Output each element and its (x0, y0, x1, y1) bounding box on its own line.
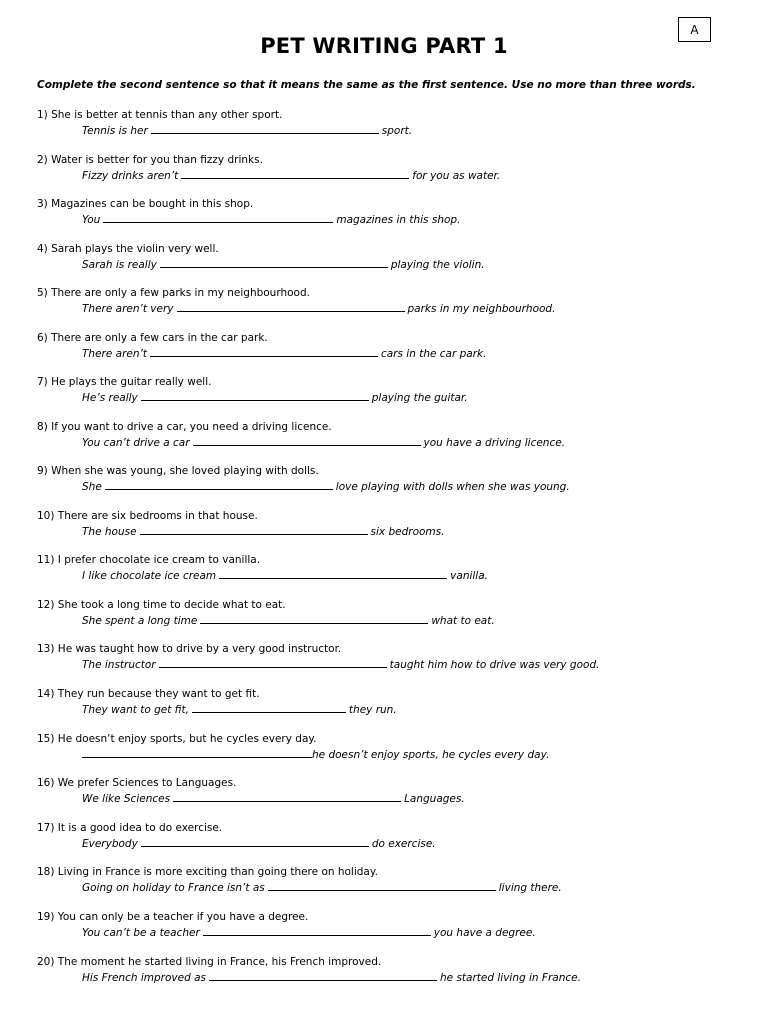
exercise-item (37, 153, 737, 183)
rewrite-end: cars in the car park. (380, 348, 487, 360)
answer-blank[interactable] (268, 880, 496, 891)
rewrite-end: you have a driving licence. (423, 437, 566, 449)
answer-blank[interactable] (181, 168, 409, 179)
rewrite-end: you have a degree. (433, 927, 536, 939)
answer-blank[interactable] (141, 390, 369, 401)
original-sentence: 6) There are only a few cars in the car park. (37, 332, 268, 344)
answer-blank[interactable] (177, 301, 405, 312)
rewrite-sentence (82, 212, 737, 227)
exercise-item (37, 242, 737, 272)
rewrite-sentence (82, 791, 737, 806)
original-sentence: 8) If you want to drive a car, you need a driving licence. (37, 421, 332, 433)
rewrite-start: Going on holiday to France isn’t as (82, 882, 265, 894)
rewrite-start: You (82, 214, 101, 226)
exercise-item (37, 286, 737, 316)
answer-blank[interactable] (159, 657, 387, 668)
rewrite-sentence (82, 568, 737, 583)
rewrite-sentence (82, 435, 737, 450)
rewrite-end: taught him how to drive was very good. (389, 659, 600, 671)
answer-blank[interactable] (200, 613, 428, 624)
exercise-item (37, 553, 737, 583)
rewrite-end: magazines in this shop. (336, 214, 461, 226)
rewrite-end: vanilla. (450, 570, 488, 582)
rewrite-end: playing the violin. (390, 259, 485, 271)
rewrite-end: playing the guitar. (371, 392, 468, 404)
rewrite-end: for you as water. (412, 170, 501, 182)
rewrite-end: parks in my neighbourhood. (407, 303, 556, 315)
exercise-item (37, 464, 737, 494)
exercise-item (37, 375, 737, 405)
answer-blank[interactable] (103, 212, 333, 223)
exercise-item (37, 108, 737, 138)
rewrite-sentence (82, 747, 737, 762)
rewrite-start: You can’t drive a car (82, 437, 190, 449)
rewrite-end: do exercise. (371, 838, 436, 850)
rewrite-start: There aren’t (82, 348, 147, 360)
rewrite-start: You can’t be a teacher (82, 927, 200, 939)
rewrite-end: six bedrooms. (370, 526, 445, 538)
rewrite-end: they run. (348, 704, 397, 716)
original-sentence: 20) The moment he started living in France, his French improved. (37, 956, 382, 968)
exercise-item (37, 821, 737, 851)
answer-blank[interactable] (219, 568, 447, 579)
rewrite-start: Sarah is really (82, 259, 157, 271)
rewrite-end: living there. (498, 882, 562, 894)
original-sentence: 3) Magazines can be bought in this shop. (37, 198, 254, 210)
rewrite-sentence (82, 257, 737, 272)
original-sentence: 1) She is better at tennis than any other sport. (37, 109, 283, 121)
rewrite-start: She spent a long time (82, 615, 198, 627)
rewrite-sentence (82, 524, 737, 539)
original-sentence: 5) There are only a few parks in my neighbourhood. (37, 287, 310, 299)
page-title: PET WRITING PART 1 (260, 34, 508, 58)
rewrite-sentence (82, 168, 737, 183)
rewrite-sentence (82, 390, 737, 405)
original-sentence: 11) I prefer chocolate ice cream to vanilla. (37, 554, 261, 566)
rewrite-end: love playing with dolls when she was young. (335, 481, 570, 493)
answer-blank[interactable] (160, 257, 388, 268)
exercise-item (37, 910, 737, 940)
original-sentence: 2) Water is better for you than fizzy drinks. (37, 154, 263, 166)
rewrite-sentence (82, 123, 737, 138)
rewrite-sentence (82, 880, 737, 895)
exercise-item (37, 420, 737, 450)
answer-blank[interactable] (141, 836, 369, 847)
exercise-item (37, 642, 737, 672)
exercise-item (37, 598, 737, 628)
answer-blank[interactable] (203, 925, 431, 936)
rewrite-end: what to eat. (431, 615, 495, 627)
answer-blank[interactable] (105, 479, 333, 490)
rewrite-start: There aren’t very (82, 303, 174, 315)
rewrite-sentence (82, 657, 737, 672)
rewrite-end: he doesn’t enjoy sports, he cycles every day. (312, 749, 550, 761)
exercise-item (37, 955, 737, 985)
rewrite-start: I like chocolate ice cream (82, 570, 217, 582)
original-sentence: 10) There are six bedrooms in that house. (37, 510, 258, 522)
rewrite-start: He’s really (82, 392, 138, 404)
original-sentence: 14) They run because they want to get fit. (37, 688, 260, 700)
exercise-item (37, 331, 737, 361)
rewrite-start: The instructor (82, 659, 156, 671)
answer-blank[interactable] (192, 702, 346, 713)
rewrite-sentence (82, 925, 737, 940)
rewrite-end: Languages. (404, 793, 465, 805)
rewrite-sentence (82, 479, 737, 494)
exercise-item (37, 732, 737, 762)
original-sentence: 17) It is a good idea to do exercise. (37, 822, 223, 834)
answer-blank[interactable] (193, 435, 421, 446)
exercise-item (37, 865, 737, 895)
rewrite-start: They want to get fit, (82, 704, 189, 716)
original-sentence: 18) Living in France is more exciting than going there on holiday. (37, 866, 378, 878)
rewrite-end: sport. (381, 125, 413, 137)
rewrite-start: We like Sciences (82, 793, 171, 805)
original-sentence: 15) He doesn’t enjoy sports, but he cycles every day. (37, 733, 317, 745)
answer-blank[interactable] (82, 747, 312, 758)
original-sentence: 12) She took a long time to decide what to eat. (37, 599, 286, 611)
answer-blank[interactable] (150, 346, 378, 357)
original-sentence: 13) He was taught how to drive by a very good instructor. (37, 643, 342, 655)
rewrite-sentence (82, 970, 737, 985)
rewrite-start: Fizzy drinks aren’t (82, 170, 179, 182)
instructions: Complete the second sentence so that it means the same as the first sentence. Use no more than three words. (37, 79, 696, 91)
rewrite-sentence (82, 613, 737, 628)
rewrite-start: She (82, 481, 102, 493)
exercise-item (37, 509, 737, 539)
answer-blank[interactable] (173, 791, 401, 802)
rewrite-start: Everybody (82, 838, 138, 850)
rewrite-sentence (82, 301, 737, 316)
original-sentence: 9) When she was young, she loved playing with dolls. (37, 465, 319, 477)
rewrite-sentence (82, 346, 737, 361)
rewrite-sentence (82, 702, 737, 717)
exercise-item (37, 197, 737, 227)
original-sentence: 16) We prefer Sciences to Languages. (37, 777, 237, 789)
exercise-item (37, 776, 737, 806)
rewrite-sentence (82, 836, 737, 851)
rewrite-end: he started living in France. (440, 972, 581, 984)
answer-blank[interactable] (140, 524, 368, 535)
version-label-box: A (678, 17, 711, 42)
answer-blank[interactable] (151, 123, 379, 134)
rewrite-start: Tennis is her (82, 125, 148, 137)
rewrite-start: His French improved as (82, 972, 206, 984)
original-sentence: 7) He plays the guitar really well. (37, 376, 212, 388)
answer-blank[interactable] (209, 970, 437, 981)
original-sentence: 4) Sarah plays the violin very well. (37, 243, 219, 255)
exercise-item (37, 687, 737, 717)
original-sentence: 19) You can only be a teacher if you have a degree. (37, 911, 309, 923)
rewrite-start: The house (82, 526, 137, 538)
